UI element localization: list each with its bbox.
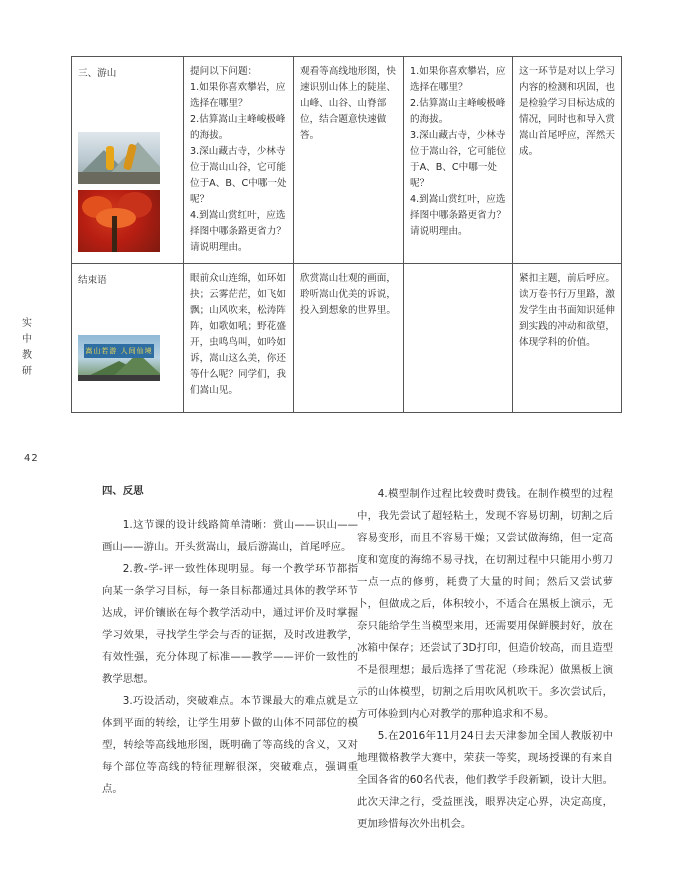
mountain-banner-photo (78, 335, 160, 381)
paragraph: 1.这节课的设计线路简单清晰：赏山——识山——画山——游山。开头赏嵩山，最后游嵩山，首尾呼应。 (102, 519, 358, 553)
segment-label: 三、游山 (78, 68, 117, 79)
teacher-activity-cell: 提问以下问题： 1.如果你喜欢攀岩，应选择在哪里？ 2.估算嵩山主峰峻极峰的海拔。 3.深山藏古寺，少林寺位于嵩山山谷，它可能位于A、B、C中哪一处呢？ 4.到嵩山赏红叶，应选择图中哪条路更省力？请说明理由。 (184, 57, 294, 264)
banner-text: 嵩山若游 人间仙境 (84, 344, 154, 358)
student-activity-cell: 欣赏嵩山壮观的画面，聆听嵩山优美的诉说，投入到想象的世界里。 (294, 264, 404, 413)
sidebar-char: 教 (22, 350, 32, 361)
article-right-column (357, 483, 613, 835)
question-cell (404, 264, 513, 413)
section-heading: 四、反思 (102, 485, 144, 497)
article-left-column (102, 480, 358, 800)
table-row (72, 57, 622, 264)
teacher-activity-cell: 眼前众山连绵，如环如抉；云雾茫茫，如飞如飘；山风吹来，松涛阵阵，如歌如吼；野花盛开，虫鸣鸟叫，如吟如诉，嵩山这么美，你还等什么呢？同学们，我们嵩山见。 (184, 264, 294, 413)
table-row (72, 264, 622, 413)
sidebar-char: 研 (22, 366, 32, 377)
sidebar-label (20, 316, 34, 380)
page-number: 42 (24, 453, 39, 464)
sidebar-char: 中 (22, 334, 32, 345)
paragraph: 2.教-学-评一致性体现明显。每一个教学环节都指向某一条学习目标，每一条目标都通过具体的教学环节达成，评价镶嵌在每个教学活动中，通过评价及时掌握学习效果，寻找学生学会与否的证据，及时改进教学，有效性强，充分体现了标准——教学——评价一致性的教学思想。 (102, 563, 358, 685)
design-intent-cell: 这一环节是对以上学习内容的检测和巩固，也是检验学习目标达成的情况，同时也和导入赏嵩山首尾呼应，浑然天成。 (513, 57, 622, 264)
red-leaves-photo (78, 190, 160, 252)
paragraph: 4.模型制作过程比较费时费钱。在制作模型的过程中，我先尝试了超轻粘土，发现不容易切割，切割之后容易变形，而且不容易干燥；又尝试做海绵，但一定高度和宽度的海绵不易寻找，在切割过程中只能用小剪刀一点一点的修剪，耗费了大量的时间；然后又尝试萝卜，但做成之后，体积较小，不适合在黑板上演示，无奈只能给学生当模型来用，还需要用保鲜膜封好，放在冰箱中保存；还尝试了3D打印，但造价较高，而且造型不是很理想；最后选择了雪花泥（珍珠泥）做黑板上演示的山体模型，切割之后用吹风机吹干。多次尝试后，方可体验到内心对教学的那种追求和不易。 (357, 488, 613, 720)
lesson-table (71, 56, 622, 413)
design-intent-cell: 紧扣主题，前后呼应。读万卷书行万里路，激发学生由书面知识延伸到实践的冲动和欲望，体现学科的价值。 (513, 264, 622, 413)
segment-cell (72, 57, 184, 264)
paragraph: 5.在2016年11月24日去天津参加全国人教版初中地理微格教学大赛中，荣获一等奖，现场授课的有来自全国各省的60名代表，他们教学手段新颖，设计大胆。此次天津之行，受益匪浅，眼界决定心界，决定高度，更加珍惜每次外出机会。 (357, 730, 613, 830)
question-cell: 1.如果你喜欢攀岩，应选择在哪里？ 2.估算嵩山主峰峻极峰的海拔。 3.深山藏古寺，少林寺位于嵩山谷，它可能位于A、B、C中哪一处呢？ 4.到嵩山赏红叶，应选择图中哪条路更省力？请说明理由。 (404, 57, 513, 264)
paragraph: 3.巧设活动，突破难点。本节课最大的难点就是立体到平面的转绘，让学生用萝卜做的山体不同部位的模型，转绘等高线地形图，既明确了等高线的含义，又对每个部位等高线的特征理解很深，突破难点，强调重点。 (102, 695, 358, 795)
student-activity-cell: 观看等高线地形图，快速识别山体上的陡崖、山峰、山谷、山脊部位，结合题意快速做答。 (294, 57, 404, 264)
kungfu-photo (78, 132, 160, 184)
sidebar-char: 实 (22, 318, 32, 329)
segment-cell (72, 264, 184, 413)
segment-label: 结束语 (78, 275, 107, 286)
